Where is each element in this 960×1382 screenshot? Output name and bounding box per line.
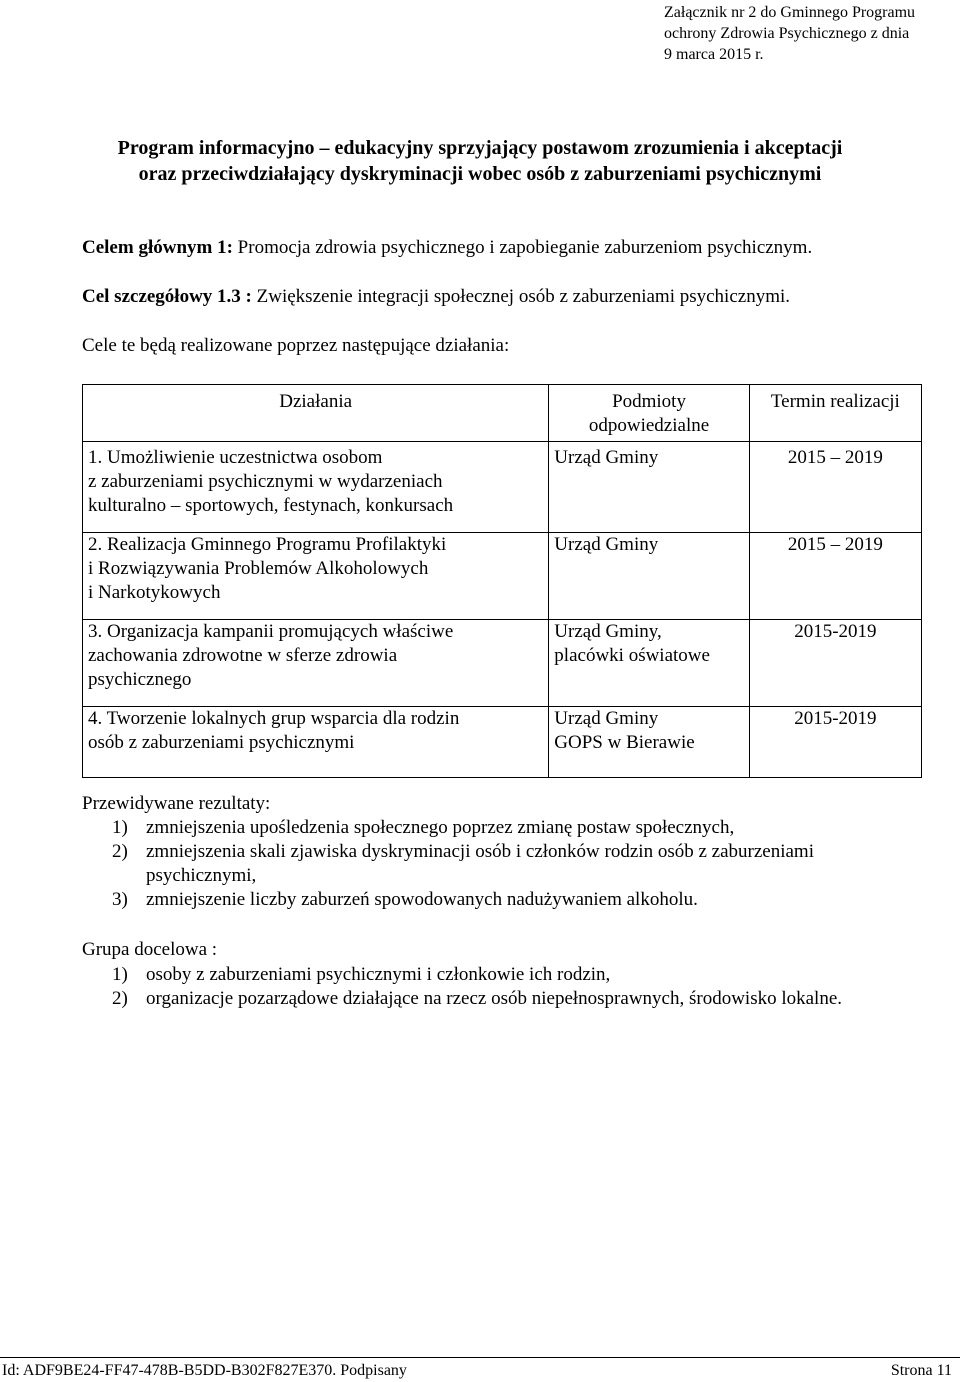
header-responsible [549, 385, 749, 442]
list-number: 2) [112, 841, 128, 862]
list-number: 1) [112, 964, 128, 985]
list-text: osoby z zaburzeniami psychicznymi i członkowie ich rodzin, [146, 964, 611, 985]
responsible-cell [549, 620, 749, 707]
results-list [82, 816, 942, 912]
term-cell: 2015 – 2019 [749, 533, 921, 620]
list-text: zmniejszenia skali zjawiska dyskryminacji osób i członków rodzin osób z zaburzeniami [146, 841, 814, 862]
main-goal [82, 236, 952, 260]
list-number: 2) [112, 988, 128, 1009]
action-cell [83, 533, 549, 620]
list-number: 1) [112, 817, 128, 838]
responsible-line: Urząd Gminy [554, 534, 659, 555]
program-title [40, 135, 920, 187]
action-line: i Rozwiązywania Problemów Alkoholowych [88, 558, 429, 579]
responsible-cell [549, 707, 749, 778]
action-line: psychicznego [88, 669, 192, 690]
action-line: zachowania zdrowotne w sferze zdrowia [88, 645, 398, 666]
main-goal-text: Promocja zdrowia psychicznego i zapobieganie zaburzeniom psychicznym. [232, 237, 813, 258]
title-line: Program informacyjno – edukacyjny sprzyjający postawom zrozumienia i akceptacji [117, 137, 843, 159]
list-item [82, 888, 942, 912]
action-cell [83, 620, 549, 707]
header-responsible-line: Podmioty [612, 391, 686, 412]
actions-table [82, 384, 922, 778]
list-text: zmniejszenie liczby zaburzeń spowodowanych nadużywaniem alkoholu. [146, 889, 698, 910]
annex-line: 9 marca 2015 r. [664, 46, 764, 63]
term-cell: 2015-2019 [749, 707, 921, 778]
table-row [83, 707, 922, 778]
list-item [82, 963, 942, 987]
document-id: Id: ADF9BE24-FF47-478B-B5DD-B302F827E370. Podpisany [2, 1362, 407, 1379]
header-responsible-line: odpowiedzialne [588, 415, 710, 436]
term-cell: 2015 – 2019 [749, 442, 921, 533]
action-line: kulturalno – sportowych, festynach, konkursach [88, 495, 454, 516]
title-line: oraz przeciwdziałający dyskryminacji wobec osób z zaburzeniami psychicznymi [138, 163, 822, 185]
specific-goal-label: Cel szczegółowy 1.3 : [82, 286, 252, 307]
action-line: osób z zaburzeniami psychicznymi [88, 732, 355, 753]
action-line: 3. Organizacja kampanii promujących właściwe [88, 621, 454, 642]
action-cell [83, 707, 549, 778]
action-line: i Narkotykowych [88, 582, 221, 603]
table-row [83, 533, 922, 620]
term-cell: 2015-2019 [749, 620, 921, 707]
list-text: psychicznymi, [146, 865, 257, 886]
list-number: 3) [112, 889, 128, 910]
page-number: Strona 11 [890, 1362, 952, 1379]
table-row [83, 620, 922, 707]
footer-divider [0, 1357, 960, 1358]
responsible-line: GOPS w Bierawie [554, 732, 695, 753]
results-heading: Przewidywane rezultaty: [82, 793, 271, 814]
action-line: 1. Umożliwienie uczestnictwa osobom [88, 447, 383, 468]
responsible-cell [549, 533, 749, 620]
responsible-line: Urząd Gminy, [554, 621, 662, 642]
target-group-heading: Grupa docelowa : [82, 939, 218, 960]
responsible-line: Urząd Gminy [554, 708, 659, 729]
annex-line: Załącznik nr 2 do Gminnego Programu [664, 4, 916, 21]
responsible-cell [549, 442, 749, 533]
list-item [82, 816, 942, 840]
list-text: zmniejszenia upośledzenia społecznego poprzez zmianę postaw społecznych, [146, 817, 735, 838]
table-row [83, 442, 922, 533]
list-item [82, 987, 942, 1011]
responsible-line: placówki oświatowe [554, 645, 710, 666]
responsible-line: Urząd Gminy [554, 447, 659, 468]
action-line: 4. Tworzenie lokalnych grup wsparcia dla rodzin [88, 708, 460, 729]
list-text: organizacje pozarządowe działające na rzecz osób niepełnosprawnych, środowisko lokalne. [146, 988, 843, 1009]
intro-text: Cele te będą realizowane poprzez następujące działania: [82, 335, 510, 356]
header-term: Termin realizacji [749, 385, 921, 442]
main-goal-label: Celem głównym 1: [82, 237, 233, 258]
specific-goal [82, 285, 952, 309]
action-cell [83, 442, 549, 533]
header-actions: Działania [83, 385, 549, 442]
action-line: z zaburzeniami psychicznymi w wydarzeniach [88, 471, 443, 492]
target-group-list [82, 963, 942, 1011]
table-header-row [83, 385, 922, 442]
specific-goal-text: Zwiększenie integracji społecznej osób z zaburzeniami psychicznymi. [251, 286, 791, 307]
action-line: 2. Realizacja Gminnego Programu Profilaktyki [88, 534, 447, 555]
annex-note [664, 2, 954, 65]
list-item [82, 840, 942, 888]
annex-line: ochrony Zdrowia Psychicznego z dnia [664, 25, 910, 42]
